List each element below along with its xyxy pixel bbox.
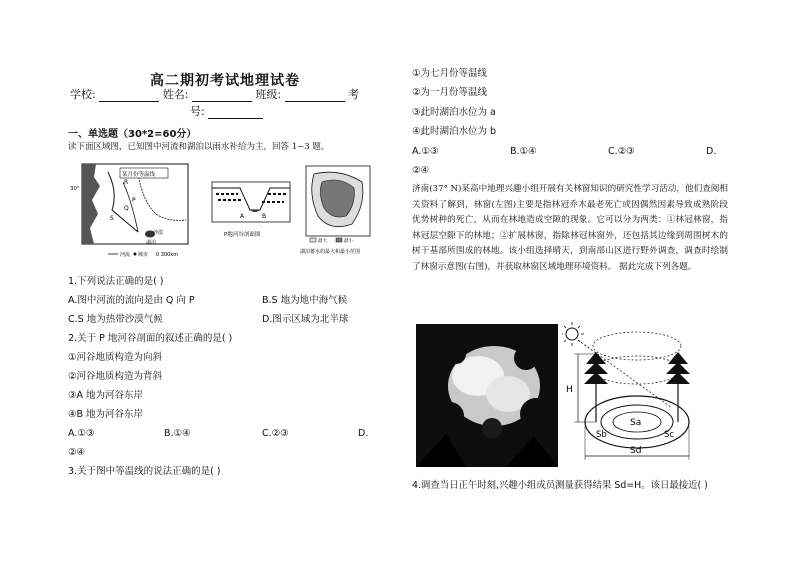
q2-statement-2: ②河谷地质构造为背斜: [68, 371, 163, 382]
number-field[interactable]: [208, 107, 263, 119]
valley-profile-figure: [210, 180, 294, 250]
map-label-s: S: [110, 215, 114, 222]
left-tree-icon: [584, 352, 608, 422]
q3-statement-3: ③此时湖泊水位为 a: [412, 107, 496, 118]
school-field[interactable]: [99, 90, 159, 102]
forest-gap-photo: [416, 324, 558, 467]
diagram-label-sa: Sa: [630, 418, 642, 428]
forest-gap-diagram: [562, 322, 714, 470]
q2-option-d[interactable]: D.: [358, 428, 369, 439]
number-label: 号:: [190, 105, 205, 118]
profile-label-b: B: [262, 213, 267, 220]
lake-caption: 湖泊蓄水的最大和最小范围: [300, 249, 361, 255]
diagram-label-sb: Sb: [596, 430, 607, 440]
diagram-label-sc: Sc: [664, 430, 675, 440]
student-number-row: [190, 103, 263, 119]
name-label: 姓名:: [162, 88, 189, 101]
q3-option-b[interactable]: B.①④: [510, 146, 537, 157]
diagram-label-sd: Sd: [630, 446, 642, 456]
lake-label: 湖泊: [146, 240, 157, 246]
legend-river: 河流: [120, 252, 131, 258]
lake-range-figure: [300, 164, 380, 256]
lake-legend-max: 最大: [318, 239, 327, 244]
q3-option-d-content: ②④: [412, 165, 430, 176]
class-field[interactable]: [285, 90, 345, 102]
school-label: 学校:: [70, 88, 96, 101]
q1-option-d[interactable]: D.图示区域为北半球: [262, 314, 349, 325]
exam-label: 考: [348, 88, 360, 101]
q2-option-b[interactable]: B.①④: [164, 428, 191, 439]
legend-scale: 0 300km: [156, 252, 179, 258]
profile-label-a: A: [240, 213, 245, 220]
name-field[interactable]: [192, 90, 252, 102]
legend-city: 城市: [138, 252, 149, 258]
lake-legend-min: 最小: [344, 239, 353, 244]
q3-option-c[interactable]: C.②③: [608, 146, 635, 157]
latitude-label: 30°: [70, 186, 80, 192]
isotherm-label: 某月份等温线: [122, 172, 156, 178]
section-heading: 一、单选题（30*2=60分）: [68, 129, 197, 140]
q2-option-c[interactable]: C.②③: [262, 428, 289, 439]
q3-statement-1: ①为七月份等温线: [412, 68, 488, 79]
forest-gap-photo-art: [416, 324, 558, 467]
q3-stem: 3.关于图中等温线的说法正确的是( ): [68, 466, 221, 477]
student-info-row: [70, 86, 359, 102]
q2-stem: 2.关于 P 地河谷剖面的叙述正确的是( ): [68, 333, 233, 344]
forest-gap-passage: 济南(37° N)某高中地理兴趣小组开展有关林窗知识的研究性学习活动，他们查阅相关资料了解到，林窗(左图)主要是指林冠乔木最老死亡或因偶然因素导致成熟阶段优势树种的死亡，从而在林地造成空隙的现象。它可以分为两类：①林冠林窗，指林冠层空隙下的林地；②扩展林窗，指除林冠林窗外，还包括其边缘到周围树木的树干基部所围成的林地。该小组选择晴天，到南部山区进行野外调查，调查时绘制了林窗示意图(右图)，并获取林窗区域地理环境资料。 据此完成下列各题。: [412, 184, 728, 272]
q2-option-d-content: ②④: [68, 447, 86, 458]
q2-option-a[interactable]: A.①③: [68, 428, 95, 439]
q1-option-c[interactable]: C.S 地为热带沙漠气候: [68, 314, 163, 325]
q3-statement-2: ②为一月份等温线: [412, 87, 488, 98]
q1-option-a[interactable]: A.图中河流的流向是由 Q 向 P: [68, 295, 195, 306]
q3-statement-4: ④此时湖泊水位为 b: [412, 126, 497, 137]
map-label-q: Q: [124, 205, 129, 212]
q1-stem: 1.下列说法正确的是( ): [68, 276, 164, 287]
section-intro: 读下面区域图，已知图中河流和湖泊以雨水补给为主，回答 1~3 题。: [68, 142, 330, 152]
sun-icon: [566, 328, 578, 340]
map-label-r: R: [124, 179, 129, 186]
diagram-label-h: H: [566, 385, 573, 395]
q1-option-b[interactable]: B.S 地为地中海气候: [262, 295, 348, 306]
profile-caption: P地河谷剖面图: [224, 232, 261, 238]
region-map-figure: [68, 162, 194, 262]
q3-option-a[interactable]: A.①③: [412, 146, 439, 157]
desert-label: 沙漠: [153, 230, 164, 236]
map-label-p: P: [132, 197, 136, 204]
q4-stem: 4.调查当日正午时刻,兴趣小组成员测量获得结果 Sd=H。该日最接近( ): [412, 480, 708, 491]
right-tree-icon: [666, 352, 690, 422]
page-title: 高二期初考试地理试卷: [150, 73, 300, 89]
q3-option-d[interactable]: D.: [706, 146, 717, 157]
q2-statement-4: ④B 地为河谷东岸: [68, 409, 144, 420]
q2-statement-3: ③A 地为河谷东岸: [68, 390, 144, 401]
q2-statement-1: ①河谷地质构造为向斜: [68, 352, 163, 363]
class-label: 班级:: [255, 88, 282, 101]
